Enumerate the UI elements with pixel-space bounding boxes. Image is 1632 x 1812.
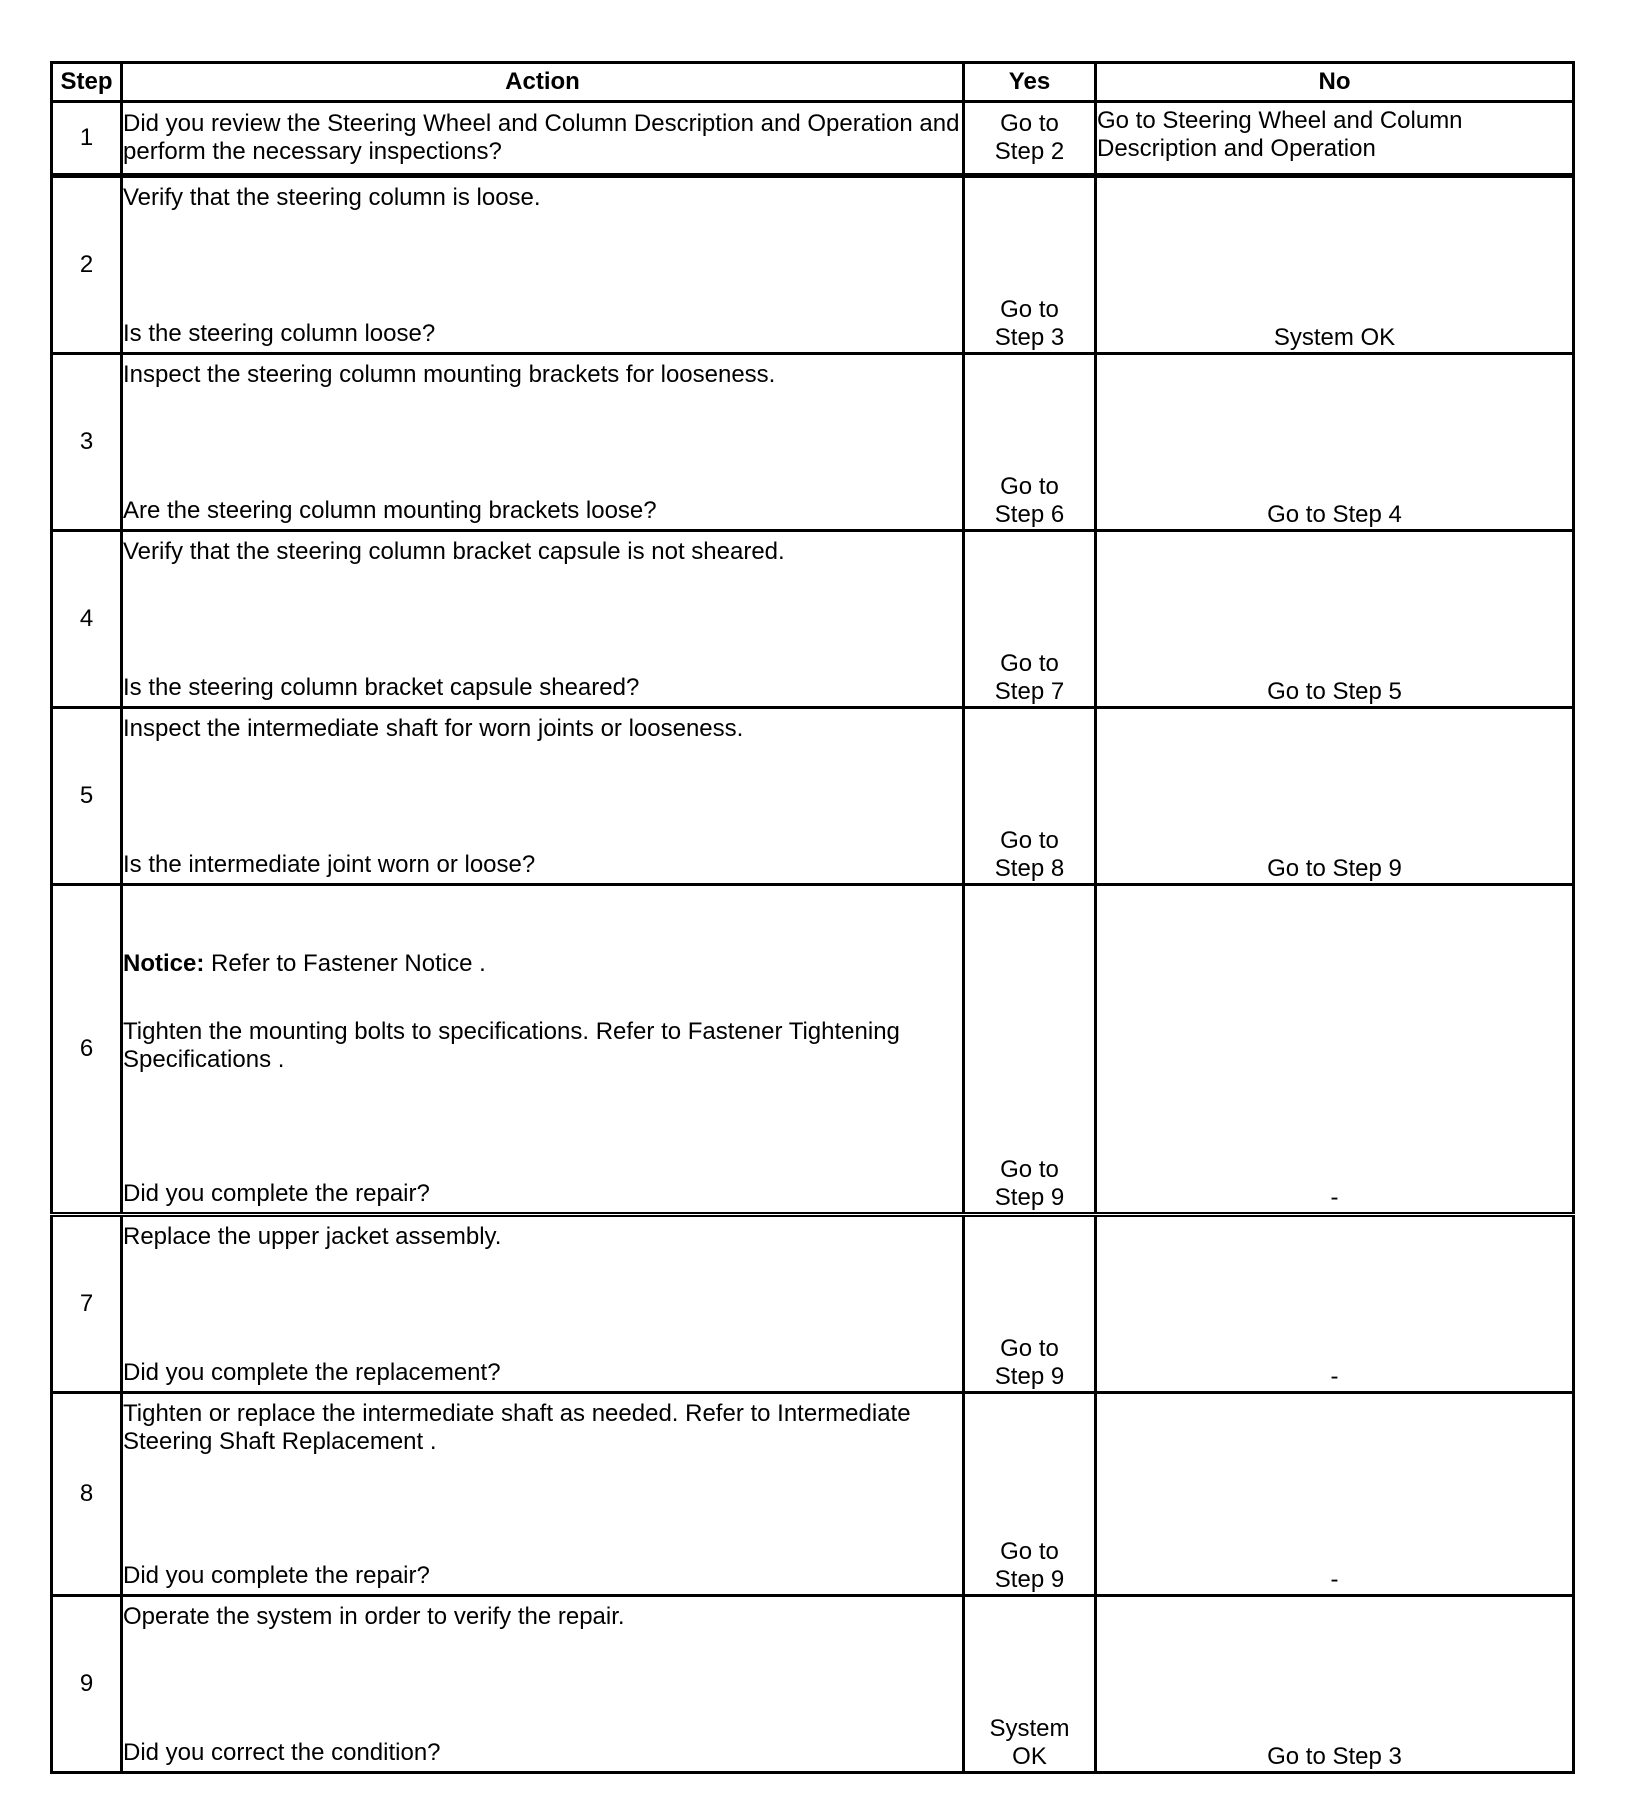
yes-cell: Go to Step 3 [964, 176, 1096, 354]
no-cell: Go to Step 3 [1096, 1596, 1574, 1773]
action-text: Did you review the Steering Wheel and Column Description and Operation and perform the necessary inspections? [123, 110, 960, 165]
action-text: Inspect the intermediate shaft for worn joints or looseness. [123, 715, 744, 742]
no-cell: - [1096, 885, 1574, 1215]
action-cell [122, 1393, 964, 1596]
yes-cell: Go to Step 2 [964, 102, 1096, 176]
action-cell [122, 1215, 964, 1393]
action-question: Is the steering column loose? [123, 320, 436, 347]
action-text: Tighten or replace the intermediate shaft as needed. Refer to Intermediate Steering Shaft Replacement . [123, 1400, 911, 1455]
action-question: Is the intermediate joint worn or loose? [123, 851, 536, 878]
yes-cell: Go to Step 8 [964, 708, 1096, 885]
header-action: Action [122, 63, 964, 102]
action-cell [122, 102, 964, 176]
no-cell: Go to Step 4 [1096, 354, 1574, 531]
action-question: Did you correct the condition? [123, 1739, 441, 1766]
header-yes: Yes [964, 63, 1096, 102]
yes-cell: Go to Step 9 [964, 885, 1096, 1215]
step-number: 6 [52, 885, 122, 1215]
table-row [52, 531, 1574, 708]
step-number: 2 [52, 176, 122, 354]
table-row [52, 1596, 1574, 1773]
no-cell: - [1096, 1215, 1574, 1393]
yes-cell: System OK [964, 1596, 1096, 1773]
no-cell: Go to Step 9 [1096, 708, 1574, 885]
yes-cell: Go to Step 9 [964, 1215, 1096, 1393]
yes-cell: Go to Step 9 [964, 1393, 1096, 1596]
header-row [52, 63, 1574, 102]
step-number: 8 [52, 1393, 122, 1596]
diagnostic-table [50, 61, 1575, 1774]
no-cell: Go to Steering Wheel and Column Description and Operation [1096, 102, 1574, 176]
no-cell: Go to Step 5 [1096, 531, 1574, 708]
header-no: No [1096, 63, 1574, 102]
no-cell: - [1096, 1393, 1574, 1596]
notice-text: Refer to Fastener Notice . [211, 950, 486, 977]
step-number: 3 [52, 354, 122, 531]
step-number: 4 [52, 531, 122, 708]
action-text: Replace the upper jacket assembly. [123, 1223, 502, 1250]
table-row [52, 102, 1574, 176]
header-step: Step [52, 63, 122, 102]
notice-label: Notice: [123, 950, 205, 977]
yes-cell: Go to Step 6 [964, 354, 1096, 531]
action-cell [122, 1596, 964, 1773]
action-question: Did you complete the repair? [123, 1562, 430, 1589]
table-row [52, 1393, 1574, 1596]
action-cell [122, 354, 964, 531]
table-row [52, 176, 1574, 354]
table-row [52, 885, 1574, 1215]
action-question: Did you complete the repair? [123, 1180, 430, 1207]
table-row [52, 354, 1574, 531]
step-number: 9 [52, 1596, 122, 1773]
action-cell [122, 531, 964, 708]
action-question: Is the steering column bracket capsule sheared? [123, 674, 640, 701]
action-text: Operate the system in order to verify the repair. [123, 1603, 625, 1630]
action-text: Tighten the mounting bolts to specifications. Refer to Fastener Tightening Specifications . [123, 1018, 900, 1073]
yes-cell: Go to Step 7 [964, 531, 1096, 708]
action-text: Verify that the steering column is loose. [123, 184, 541, 211]
action-text: Verify that the steering column bracket capsule is not sheared. [123, 538, 785, 565]
action-text: Inspect the steering column mounting brackets for looseness. [123, 361, 776, 388]
action-question: Are the steering column mounting brackets loose? [123, 497, 657, 524]
action-cell [122, 176, 964, 354]
step-number: 5 [52, 708, 122, 885]
notice-line [123, 950, 962, 978]
table-row [52, 1215, 1574, 1393]
action-question: Did you complete the replacement? [123, 1359, 501, 1386]
action-cell [122, 708, 964, 885]
step-number: 1 [52, 102, 122, 176]
no-cell: System OK [1096, 176, 1574, 354]
action-cell [122, 885, 964, 1215]
table-row [52, 708, 1574, 885]
step-number: 7 [52, 1215, 122, 1393]
